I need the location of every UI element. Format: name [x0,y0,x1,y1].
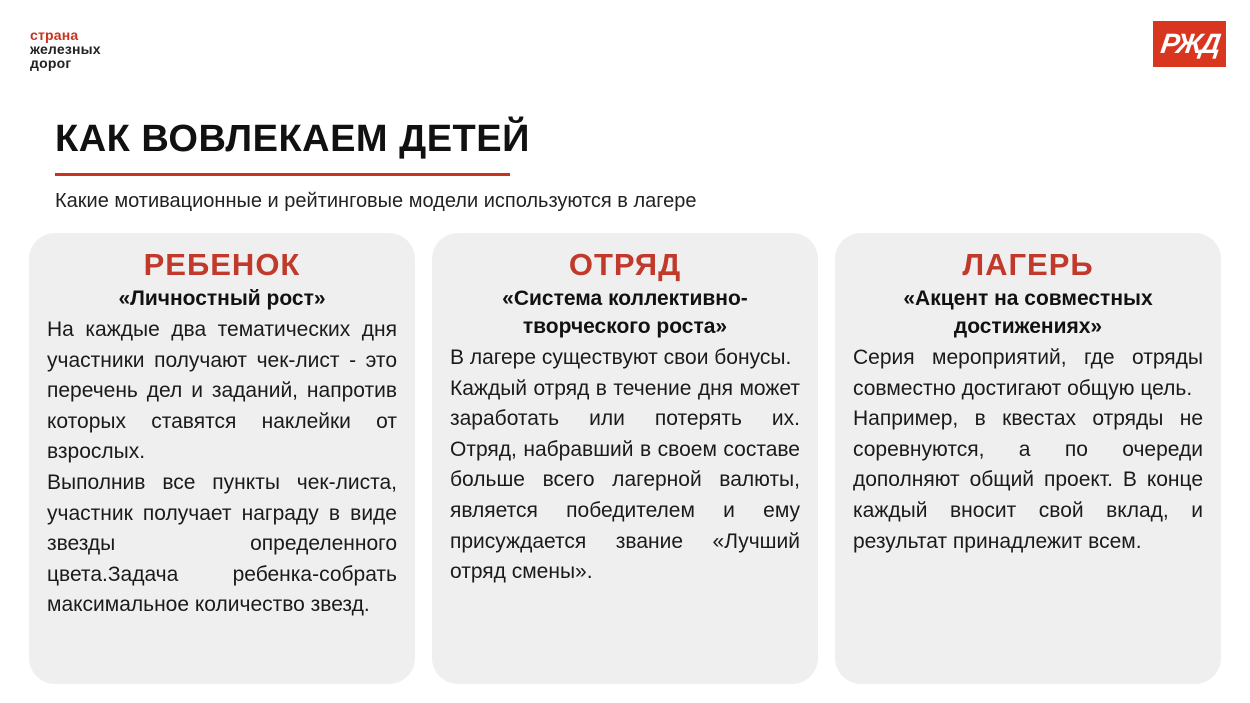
page-title: КАК ВОВЛЕКАЕМ ДЕТЕЙ [55,118,530,160]
card-heading: ОТРЯД [568,247,682,282]
card-paragraph: Выполнив все пункты чек-листа, участник получает награду в виде звезды определенного цвета.Задача ребенка-собрать максимальное количество звезд. [47,470,397,617]
card-camp [835,233,1221,684]
card-paragraph: Каждый отряд в течение дня может заработать или потерять их. Отряд, набравший в своем составе больше всего лагерной валюты, является победителем и ему присуждается звание «Лучший отряд смены». [450,376,800,584]
brand-wordmark [30,28,101,70]
brand-line-1: страна [30,27,79,43]
brand-line-3: дорог [30,55,72,71]
card-paragraph: Серия мероприятий, где отряды совместно достигают общую цель. [853,346,1203,400]
card-heading: РЕБЕНОК [143,247,301,282]
card-child [29,233,415,684]
rzd-logo-text: РЖД [1158,28,1221,59]
rzd-logo [1153,21,1226,67]
card-subheading: «Система коллективно-творческого роста» [502,287,748,338]
card-paragraph: В лагере существуют свои бонусы. [450,346,792,369]
card-heading: ЛАГЕРЬ [962,247,1094,282]
page-subtitle: Какие мотивационные и рейтинговые модели используются в лагере [55,190,697,212]
title-underline [55,173,510,176]
brand-line-2: железных [30,41,101,57]
card-subheading: «Личностный рост» [118,287,326,310]
card-paragraph: Например, в квестах отряды не соревнуются, а по очереди дополняют общий проект. В конце каждый вносит свой вклад, и результат принадлежит всем. [853,407,1203,553]
card-subheading: «Акцент на совместных достижениях» [903,287,1153,338]
card-squad [432,233,818,684]
card-paragraph: На каждые два тематических дня участники получают чек-лист - это перечень дел и заданий, напротив которых ставятся наклейки от взрослых. [47,318,397,464]
